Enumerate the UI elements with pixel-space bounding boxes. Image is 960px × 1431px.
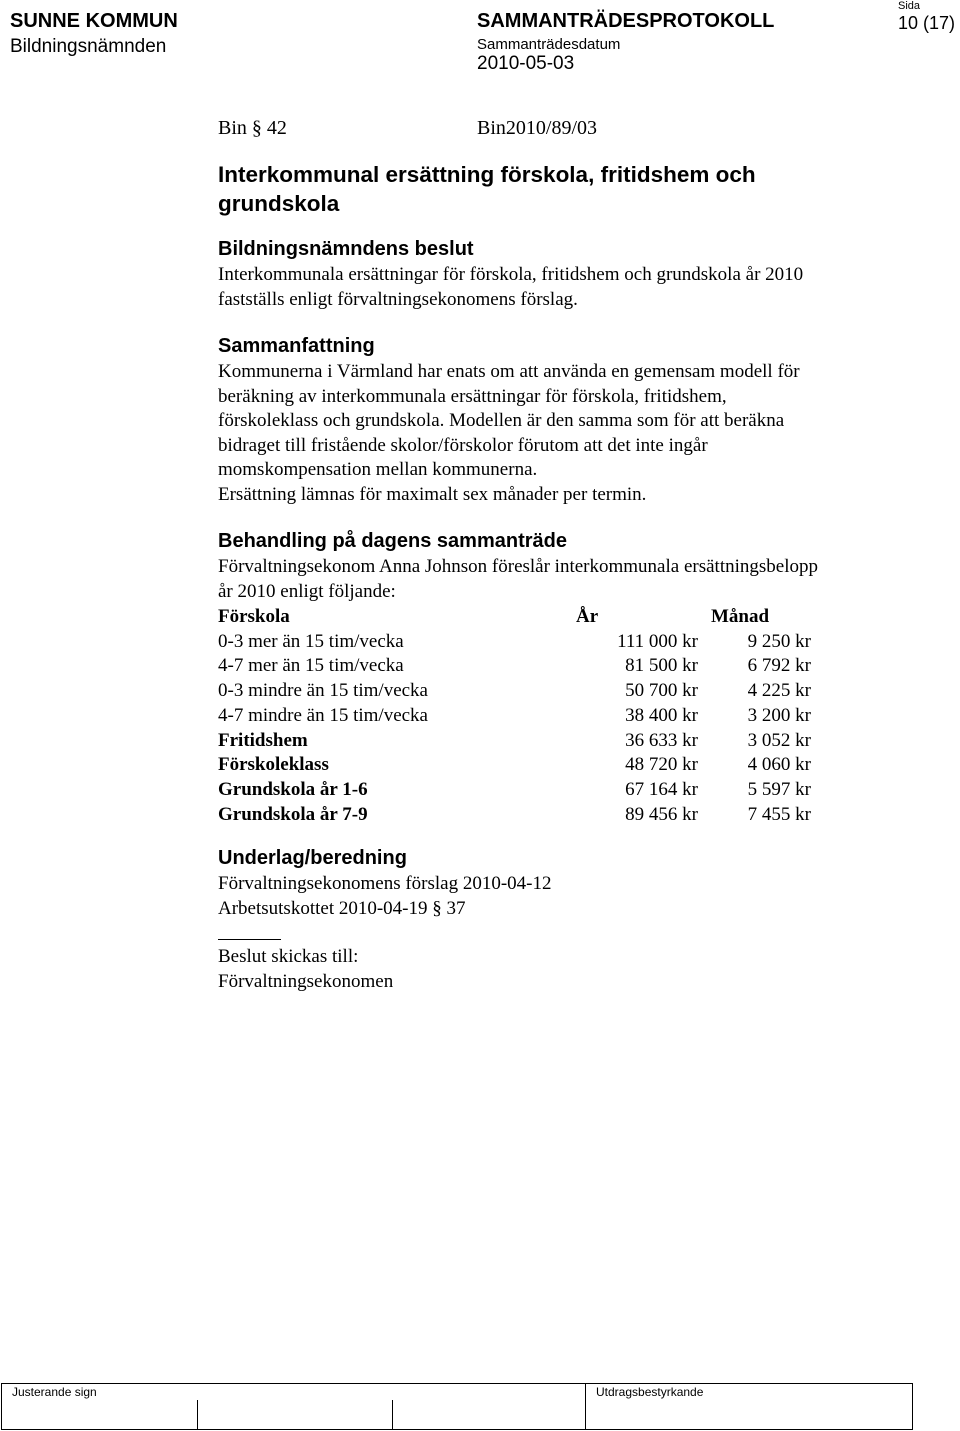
summary-line: Ersättning lämnas för maximalt sex månader per termin. [218, 483, 647, 505]
extract-label: Utdragsbestyrkande [596, 1385, 704, 1399]
summary-line: Kommunerna i Värmland har enats om att använda en gemensam modell för [218, 361, 800, 382]
fee-category: Fritidshem [218, 729, 308, 751]
meeting-date: 2010-05-03 [477, 53, 575, 74]
fee-table-header [218, 605, 811, 630]
treatment-text [218, 555, 818, 604]
page-number: 10 (17) [898, 13, 956, 33]
fee-table [218, 605, 811, 827]
fee-row [218, 729, 811, 754]
treatment-line: år 2010 enligt följande: [218, 580, 396, 602]
summary-line: beräkning av interkommunala ersättningar för förskola, fritidshem, [218, 385, 727, 407]
fee-year-amount: 81 500 kr [625, 655, 698, 677]
decision-heading: Bildningsnämndens beslut [218, 238, 474, 260]
decision-text [218, 263, 803, 312]
fee-category: 4-7 mer än 15 tim/vecka [218, 655, 404, 677]
fee-year-amount: 111 000 kr [617, 630, 698, 652]
summary-heading: Sammanfattning [218, 335, 375, 357]
distribution [218, 945, 393, 994]
fee-year-amount: 89 456 kr [625, 803, 698, 825]
fee-category: 0-3 mindre än 15 tim/vecka [218, 680, 428, 702]
item-reference: Bin2010/89/03 [477, 117, 598, 139]
distribution-recipient: Förvaltningsekonomen [218, 970, 394, 992]
item-title: Interkommunal ersättning förskola, fritidshem och grundskola [218, 162, 756, 216]
sign-field-divider [197, 1400, 198, 1430]
fee-month-amount: 5 597 kr [747, 778, 811, 800]
fee-category: Förskoleklass [218, 754, 329, 776]
fee-month-amount: 7 455 kr [747, 803, 811, 825]
fee-row [218, 630, 811, 655]
fee-row [218, 704, 811, 729]
separator-line [218, 939, 281, 940]
basis-line: Förvaltningsekonomens förslag 2010-04-12 [218, 873, 552, 894]
summary-line: förskoleklass och grundskola. Modellen är den samma som för att beräkna [218, 410, 785, 431]
fee-month-amount: 9 250 kr [747, 630, 811, 652]
department-name: Bildningsnämnden [10, 36, 167, 57]
header-year: År [576, 606, 599, 627]
item-paragraph: Bin § 42 [218, 117, 287, 139]
summary-line: bidraget till fristående skolor/förskolor förutom att det inte ingår [218, 434, 708, 456]
fee-month-amount: 4 060 kr [747, 754, 811, 776]
fee-month-amount: 3 200 kr [747, 704, 811, 726]
treatment-line: Förvaltningsekonom Anna Johnson föreslår interkommunala ersättningsbelopp [218, 556, 818, 577]
fee-month-amount: 3 052 kr [747, 729, 811, 751]
fee-row [218, 753, 811, 778]
fee-year-amount: 50 700 kr [625, 680, 698, 702]
summary-text [218, 360, 800, 507]
fee-row [218, 679, 811, 704]
fee-category: Grundskola år 7-9 [218, 803, 368, 825]
fee-year-amount: 67 164 kr [625, 778, 698, 800]
fee-year-amount: 48 720 kr [625, 754, 698, 776]
fee-month-amount: 6 792 kr [747, 655, 811, 677]
decision-line: fastställs enligt förvaltningsekonomens förslag. [218, 288, 578, 310]
fee-month-amount: 4 225 kr [747, 680, 811, 702]
fee-row [218, 778, 811, 803]
page-label: Sida [898, 0, 921, 12]
decision-line: Interkommunala ersättningar för förskola, fritidshem och grundskola år 2010 [218, 264, 804, 285]
meeting-date-label: Sammanträdesdatum [477, 36, 621, 53]
basis-line: Arbetsutskottet 2010-04-19 § 37 [218, 897, 466, 919]
footer-divider [585, 1384, 586, 1430]
treatment-heading: Behandling på dagens sammanträde [218, 530, 567, 552]
signature-box [1, 1383, 913, 1430]
header-month: Månad [711, 606, 770, 627]
fee-year-amount: 36 633 kr [625, 729, 698, 751]
document-type: SAMMANTRÄDESPROTOKOLL [477, 10, 775, 32]
header-category: Förskola [218, 606, 290, 627]
fee-category: 0-3 mer än 15 tim/vecka [218, 630, 404, 652]
fee-category: Grundskola år 1-6 [218, 778, 368, 800]
basis-heading: Underlag/beredning [218, 847, 407, 869]
fee-row [218, 803, 811, 828]
fee-row [218, 654, 811, 679]
summary-line: momskompensation mellan kommunerna. [218, 459, 538, 480]
fee-category: 4-7 mindre än 15 tim/vecka [218, 704, 428, 726]
basis-text [218, 872, 552, 921]
fee-year-amount: 38 400 kr [625, 704, 698, 726]
distribution-label: Beslut skickas till: [218, 946, 359, 967]
sign-label: Justerande sign [12, 1385, 97, 1399]
organization-name: SUNNE KOMMUN [10, 10, 178, 32]
sign-field-divider [392, 1400, 393, 1430]
